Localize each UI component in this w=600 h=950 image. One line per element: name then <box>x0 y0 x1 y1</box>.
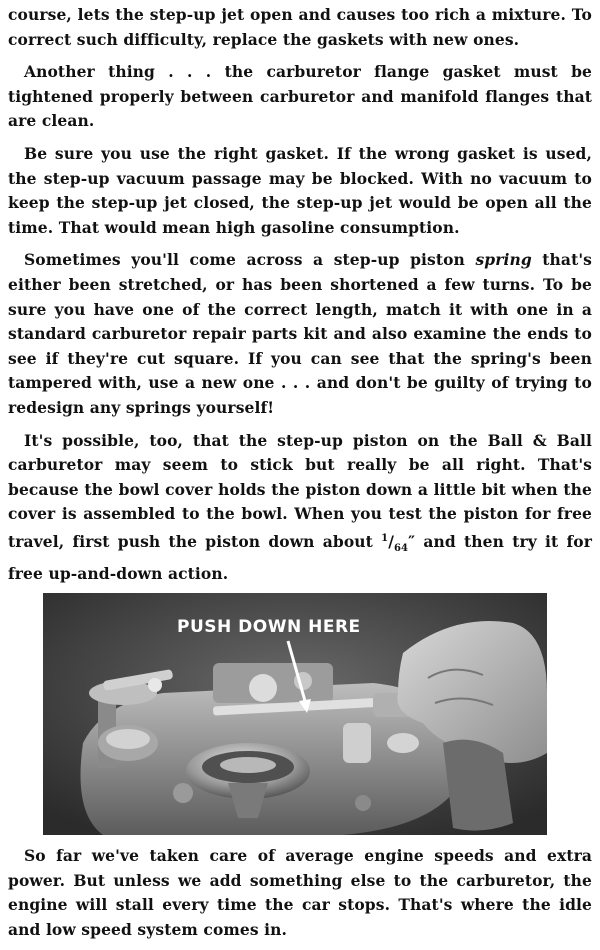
paragraph-ball-and-ball <box>8 429 592 587</box>
push-down-here-label: PUSH DOWN HERE <box>177 617 361 637</box>
carburetor-photo <box>43 593 547 835</box>
paragraph-piston-spring <box>8 248 592 420</box>
fraction: $^1/_{64}''$ <box>381 532 416 555</box>
spring-text-after: that's either been stretched, or has been shortened a few turns. To be sure you have one of the correct length, match it with one in a standard carburetor repair parts kit and also examine the ends to see if they're cut square. If you can see that the spring's been tampered with, use a new one . . . and don't be guilty of trying to redesign any springs yourself! <box>8 250 592 417</box>
closing-text <box>8 844 592 950</box>
page-text <box>8 0 592 594</box>
fraction-denominator: 64 <box>393 543 409 555</box>
spring-emphasis: spring <box>475 250 532 270</box>
spring-text-before: Sometimes you'll come across a step-up piston <box>24 250 476 270</box>
paragraph-idle-system: So far we've taken care of average engine speeds and extra power. But unless we add something else to the carburetor, the engine will stall every time the car stops. That's where the idle and low speed system comes in. <box>8 846 592 939</box>
ball-text-after: and then try it for free up-and-down action. <box>8 532 592 583</box>
ball-text-before: It's possible, too, that the step-up piston on the Ball & Ball carburetor may seem to stick but really be all right. That's because the bowl cover holds the piston down a little bit when the cover is assembled to the bowl. When you test the piston for free travel, first push the piston down about <box>8 430 592 552</box>
paragraph-flange-gasket: Another thing . . . the carburetor flange gasket must be tightened properly between carburetor and manifold flanges that are clean. <box>8 62 592 131</box>
paragraph-step-up-gaskets: course, lets the step-up jet open and causes too rich a mixture. To correct such difficulty, replace the gaskets with new ones. <box>8 5 592 49</box>
paragraph-right-gasket: Be sure you use the right gasket. If the wrong gasket is used, the step-up vacuum passage may be blocked. With no vacuum to keep the step-up jet closed, the step-up jet would be open all the time. That would mean high gasoline consumption. <box>8 143 592 237</box>
fraction-numerator: 1 <box>381 532 389 544</box>
fraction-unit: ″ <box>408 532 416 552</box>
